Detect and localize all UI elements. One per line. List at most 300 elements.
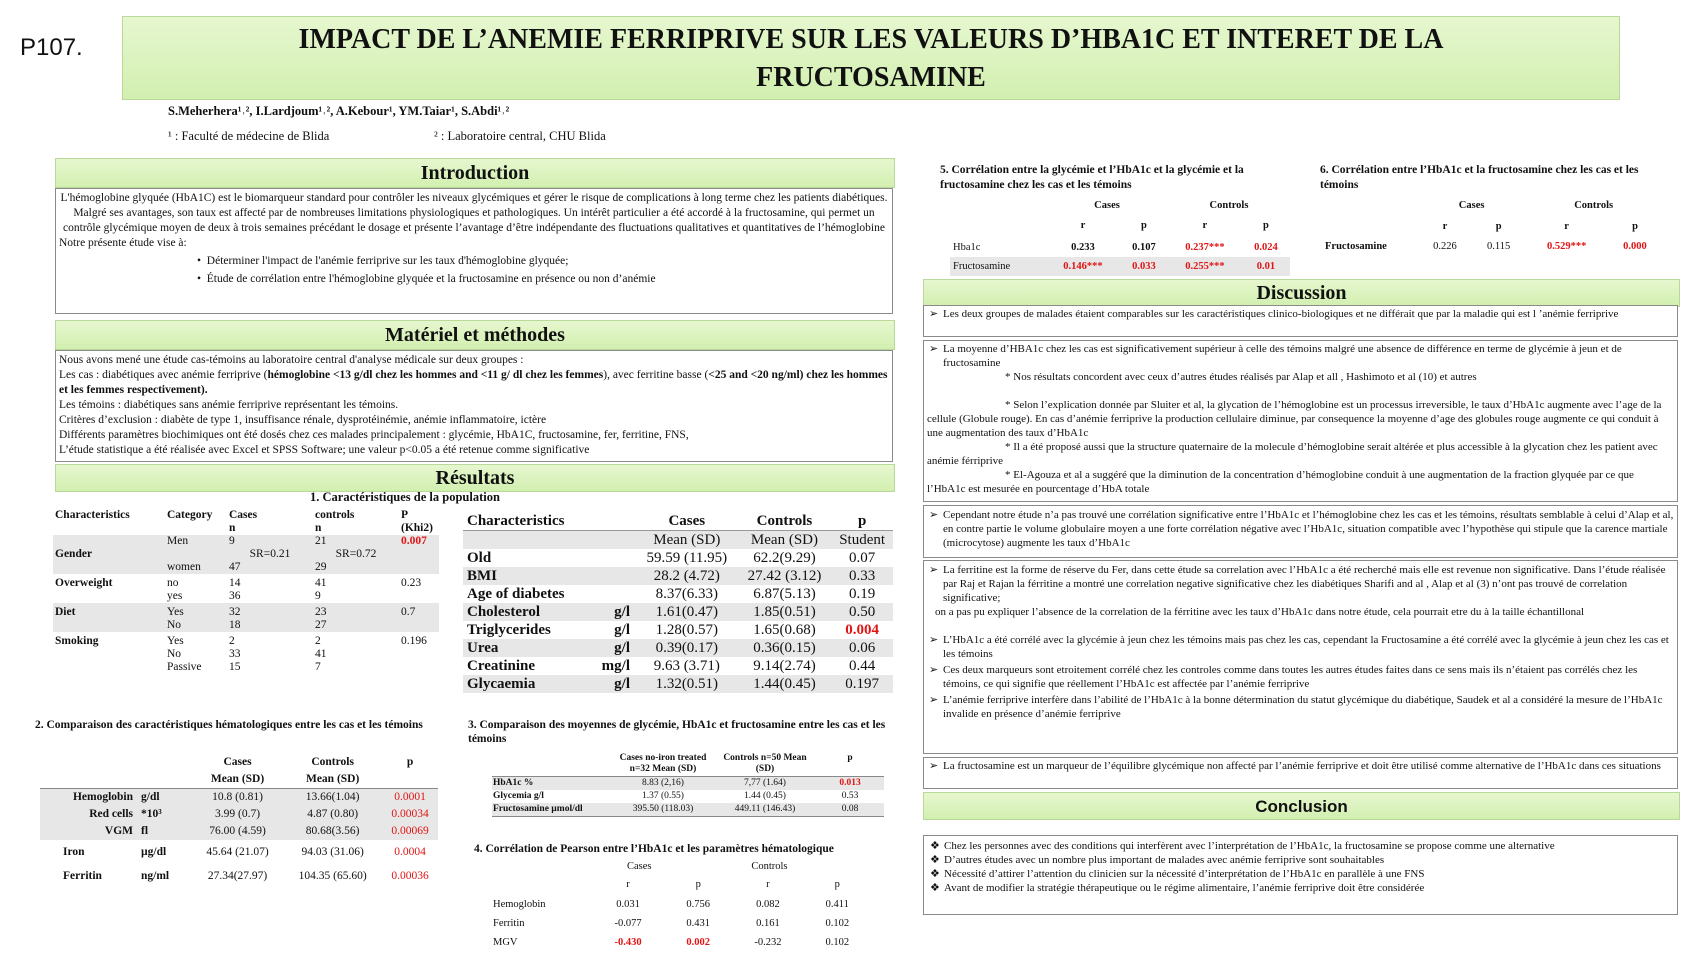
affiliation-2: ² : Laboratoire central, CHU Blida (434, 129, 606, 143)
row-name: HbA1c % (493, 778, 534, 788)
cell-controls: 7,77 (1.64) (744, 778, 786, 788)
discussion-text-4b: on a pas pu expliquer l’absence de la correlation de la férritine avec les taux d’HbA1c dans notre étude, cela pourrait etre du à la taille échantillonal (935, 606, 1585, 618)
row-name: Old (467, 550, 492, 566)
td: Student (839, 532, 886, 548)
sub-1: 1. Caractéristiques de la population (310, 490, 500, 504)
cell: 0.411 (825, 899, 849, 910)
poster-id: P107. (20, 34, 83, 61)
sub-4: 4. Corrélation de Pearson entre l’HbA1c et les paramètres hématologique (474, 843, 834, 855)
row-name: VGM (104, 825, 133, 837)
th: P (Khi2) (401, 509, 433, 534)
td: 0.115 (1487, 241, 1511, 252)
td: Yes (167, 606, 184, 618)
intro-header (55, 158, 895, 188)
td: 0.007 (401, 535, 427, 547)
methods-hb-criteria: hémoglobine <13 g/dl chez les hommes and <11 g/ dl chez les femmes (267, 369, 604, 381)
table-row (492, 803, 884, 817)
row-name: Hemoglobin (72, 791, 133, 803)
th: Cases (627, 861, 652, 872)
row-label (463, 639, 636, 657)
row-name: BMI (467, 568, 497, 584)
td: SR=0.21 (249, 548, 291, 560)
cell-cases: 28.2 (4.72) (653, 568, 720, 584)
th: p (1262, 219, 1269, 231)
table-row (950, 238, 1290, 257)
row-name: Glycemia g/l (493, 791, 544, 801)
cell-cases: 1.37 (0.55) (642, 791, 684, 801)
cell-controls: 0.36(0.15) (753, 640, 816, 656)
sub-3: 3. Comparaison des moyennes de glycémie, HbA1c et fructosamine entre les cas et les témoins (468, 719, 886, 745)
cell-controls: 13.66(1.04) (305, 791, 360, 803)
cell-p: 0.0004 (394, 845, 426, 858)
row-name: Hemoglobin (493, 899, 546, 910)
methods-ferritin-criteria: <25 and <20 ng/ml) chez les hommes et les femmes respectivement). (59, 369, 888, 396)
intro-bullet-2 (59, 272, 889, 287)
cell: 0.031 (616, 899, 640, 910)
th: p (834, 878, 840, 890)
td: women (167, 561, 201, 573)
row-label (40, 789, 192, 807)
td: 14 (229, 577, 241, 589)
cell-cases: 9.63 (3.71) (653, 658, 720, 674)
th: r (1202, 219, 1208, 231)
intro-box (55, 188, 893, 314)
table-row (490, 933, 870, 952)
cell-cases: 27.34(27.97) (207, 869, 268, 882)
row-unit: mg/l (601, 658, 630, 674)
row-name: MGV (493, 937, 518, 948)
th: controls n (315, 509, 355, 534)
cell-p: 0.00034 (391, 808, 429, 820)
conclusion-box (923, 835, 1678, 915)
discussion-text-2e: * El-Agouza et al a suggéré que la diminution de la concentration d’hémoglobine conduit à une augmentation de la fraction glyquée par ce que l’HbA1c est mesurée en pourcentage d’HbA totale (927, 469, 1634, 495)
row-unit: g/l (614, 622, 630, 638)
table-row (492, 777, 884, 791)
cell: 0.082 (756, 899, 780, 910)
table-correlation-fructosamine (1322, 199, 1662, 253)
th: p (695, 878, 701, 890)
table-row (463, 657, 893, 675)
table-correlation-glycemia (950, 199, 1290, 276)
row-name: Age of diabetes (467, 586, 565, 602)
cell-p: 0.44 (849, 658, 876, 674)
th: Controls (311, 756, 354, 768)
th: Controls (751, 861, 788, 872)
table-row (490, 914, 870, 933)
sub-6: 6. Corrélation entre l’HbA1c et la fructosamine chez les cas et les témoins (1320, 164, 1639, 191)
cell-cases: 1.61(0.47) (655, 604, 719, 620)
row-name: Triglycerides (467, 622, 551, 638)
cell-cases: 76.00 (4.59) (209, 825, 266, 837)
row-name: Glycaemia (467, 676, 536, 692)
cell-p: 0.00069 (391, 825, 429, 837)
row-label (40, 864, 192, 888)
row-name: Creatinine (467, 658, 536, 674)
conclusion-item-text: Avant de modifier la stratégie thérapeutique ou le régime alimentaire, l’anémie ferriprive doit être considérée (944, 882, 1425, 894)
cell: 0.237*** (1185, 242, 1225, 253)
td: Mean (SD) (750, 532, 818, 548)
td: Yes (167, 635, 184, 647)
discussion-box-2 (923, 340, 1678, 502)
cell-p: 0.0001 (394, 791, 426, 803)
th: Cases (1094, 200, 1120, 211)
td: Smoking (55, 635, 99, 647)
td: Passive (167, 661, 202, 673)
cell-p: 0.004 (845, 622, 880, 638)
cell-cases: 8.37(6.33) (655, 586, 719, 602)
conclusion-item-text: Chez les personnes avec des conditions qui interfèrent avec l’interprétation de l’HbA1c, la fructosamine se propose comme une alternative (944, 840, 1555, 852)
table-row (40, 789, 438, 807)
affiliation-1: ¹ : Faculté de médecine de Blida (168, 129, 330, 143)
td: 27 (315, 619, 327, 631)
th: Mean (SD) (210, 773, 265, 785)
poster-title: IMPACT DE L’ANEMIE FERRIPRIVE SUR LES VALEURS D’HBA1C ET INTERET DE LA FRUCTOSAMINE (298, 24, 1444, 93)
cell-p: 0.50 (849, 604, 876, 620)
bullet-icon: • (197, 273, 202, 285)
td: 0.196 (401, 635, 427, 647)
th: Cases (223, 756, 252, 768)
th: Mean (SD) (305, 773, 360, 785)
cell-p: 0.00036 (391, 869, 429, 882)
th: Controls (756, 513, 813, 529)
cell-cases: 45.64 (21.07) (206, 845, 269, 858)
conclusion-title: Conclusion (1255, 797, 1348, 816)
row-label (463, 657, 636, 675)
discussion-text-2d: * Il a été proposé aussi que la structure quaternaire de la molecule d’hémoglobine serait altérée et plus accessible à la glycation chez les patient avec anémie férriprive (927, 441, 1658, 467)
table-hematology (40, 754, 438, 888)
row-unit: g/dl (141, 791, 160, 803)
cell: 0.146*** (1063, 261, 1103, 272)
cell: 0.002 (686, 937, 710, 948)
cell-controls: 1.44(0.45) (753, 676, 816, 692)
table-row (492, 790, 884, 803)
row-label (40, 823, 192, 840)
td: 41 (315, 648, 327, 660)
table-glycemic (492, 752, 884, 817)
cell-controls: 1.44 (0.45) (744, 791, 786, 801)
row-name: Iron (63, 845, 85, 858)
cell: 0.107 (1132, 242, 1156, 253)
cell-controls: 4.87 (0.80) (307, 808, 359, 820)
cell-controls: 27.42 (3.12) (747, 568, 822, 584)
methods-line-2 (59, 368, 889, 398)
cell-controls: 449.11 (146.43) (734, 804, 796, 814)
cell-controls: 104.35 (65.60) (298, 869, 367, 882)
th: Cases no-iron treated n=32 Mean (SD) (619, 753, 707, 774)
methods-cases-label: Les cas : diabétiques avec anémie ferriprive ( (59, 369, 268, 381)
cell-cases: 59.59 (11.95) (646, 550, 728, 566)
th: r (1442, 220, 1448, 232)
methods-line-5: Différents paramètres biochimiques ont été dosés chez ces malades principalement : glycémie, HbA1C, fructosamine, fer, ferritine, FNS, (59, 429, 689, 441)
td: 23 (315, 606, 327, 618)
cell-controls: 9.14(2.74) (753, 658, 816, 674)
methods-line-4: Critères d’exclusion : diabète de type 1, insuffisance rénale, dysprotéinémie, anémie inflammatoire, ictère (59, 414, 547, 426)
row-label (463, 585, 636, 603)
table-row (463, 549, 893, 567)
td: 9 (229, 535, 235, 547)
th: p (1140, 219, 1147, 231)
td: 0.529*** (1546, 241, 1587, 252)
td: yes (167, 590, 183, 602)
table-row (40, 864, 438, 888)
sub-5: 5. Corrélation entre la glycémie et l’HbA1c et la glycémie et la fructosamine chez les cas et les témoins (940, 164, 1244, 191)
th: Cases (668, 513, 706, 529)
table-row (463, 603, 893, 621)
row-name: Fructosamine µmol/dl (493, 804, 583, 814)
th: p (1495, 220, 1502, 232)
table-row (463, 675, 893, 693)
th: p (857, 513, 867, 529)
cell: 0.233 (1071, 242, 1095, 253)
td: 0.000 (1623, 241, 1647, 252)
cell-cases: 0.39(0.17) (655, 640, 719, 656)
bullet-icon: • (197, 255, 202, 267)
cell-p: 0.06 (849, 640, 876, 656)
cell: 0.756 (686, 899, 710, 910)
cell: 0.01 (1256, 261, 1276, 272)
cell: 0.255*** (1185, 261, 1225, 272)
cell-controls: 6.87(5.13) (753, 586, 816, 602)
discussion-box-3 (923, 505, 1678, 558)
row-unit: fl (141, 825, 149, 837)
results-header (55, 464, 895, 492)
td: SR=0.72 (335, 548, 377, 560)
row-label (463, 675, 636, 693)
td: 0.226 (1433, 241, 1457, 252)
row-name: Urea (467, 640, 499, 656)
td: 15 (229, 661, 241, 673)
td: 0.23 (401, 577, 422, 589)
cell-cases: 3.99 (0.7) (215, 808, 261, 820)
row-unit: g/l (614, 604, 630, 620)
cell-cases: 395.50 (118.03) (632, 804, 694, 814)
intro-paragraph: L'hémoglobine glyquée (HbA1C) est le biomarqueur standard pour contrôler les niveaux glycémiques et gérer le risque de complications à long terme chez les patients diabétiques. Malgré ses avantages, son taux est affecté par de nombreuses limitations physiologiques et pathologiques. Un intérêt particulier a été accordé à la fructosamine, qui permet un contrôle glycémique moyen de deux à trois semaines précédant le dosage et présente l’avantage d’être indépendante des fluctuations qualitatives et quantitatives de l’hémoglobine (60, 192, 888, 234)
td: 2 (229, 635, 235, 647)
cell-p: 0.08 (841, 804, 859, 814)
cell: 0.102 (825, 918, 850, 929)
th: p (847, 753, 853, 763)
td: 21 (315, 535, 327, 547)
td: No (167, 648, 182, 660)
discussion-text-2a: La moyenne d’HBA1c chez les cas est significativement supérieur à celle des témoins malgré une absence de différence en terme de glycémie à jeun et de fructosamine (943, 343, 1622, 369)
td: No (167, 619, 182, 631)
th: Category (167, 509, 213, 521)
th: r (1564, 220, 1569, 232)
intro-title: Introduction (420, 162, 530, 184)
arrow-bullet-icon: ➢ (929, 760, 939, 772)
arrow-bullet-icon: ➢ (929, 664, 939, 676)
th: Cases n (229, 509, 258, 534)
th: Controls (1574, 200, 1614, 211)
row-unit: g/l (614, 640, 630, 656)
td: 29 (315, 561, 327, 573)
cell-controls: 94.03 (31.06) (301, 845, 364, 858)
cell-cases: 1.28(0.57) (655, 622, 719, 638)
authors: S.Meherhera¹˒², I.Lardjoum¹˒², A.Kebour¹, YM.Taiar¹, S.Abdi¹˒² (168, 104, 510, 118)
th: r (626, 878, 630, 890)
th: Controls n=50 Mean (SD) (723, 753, 807, 774)
table-population-continuous (463, 512, 893, 693)
discussion-text-2c: * Selon l’explication donnée par Sluiter et al, la glycation de l’hémoglobine est un processus irreversible, le taux d’HbA1c augmente avec l’age de la cellule (Globule rouge). En cas d’anémie ferriprive la production cellulaire diminue, par consequence la moyenne d’age des globules rouge augmente ce qui conduit à une augmentation des taux d’HbA1c (927, 399, 1662, 439)
arrow-bullet-icon: ➢ (929, 564, 939, 576)
th: r (766, 878, 770, 890)
cell: 0.102 (825, 937, 850, 948)
row-name: Red cells (89, 808, 133, 820)
methods-line-6: L’étude statistique a été réalisée avec Excel et SPSS Software; une valeur p<0.05 a été retenue comme significative (59, 444, 590, 456)
arrow-bullet-icon: ➢ (929, 694, 939, 706)
row-label (463, 603, 636, 621)
methods-box (55, 350, 893, 462)
intro-aim: Notre présente étude vise à: (59, 237, 187, 249)
results-title: Résultats (435, 467, 515, 489)
cell-controls: 1.65(0.68) (753, 622, 816, 638)
cell-controls: 62.2(9.29) (753, 550, 816, 566)
conclusion-item (928, 867, 1673, 881)
conclusion-item (928, 839, 1673, 853)
cell-p: 0.19 (849, 586, 876, 602)
td: Gender (55, 548, 93, 560)
row-unit: µg/dl (141, 845, 167, 858)
td: Diet (55, 606, 76, 618)
cell-p: 0.33 (849, 568, 876, 584)
cell: 0.033 (1132, 261, 1156, 272)
conclusion-item-text: Nécessité d’attirer l’attention du clinicien sur la nécessité d’interprétation de l’HbA1c en parallèle à une FNS (944, 868, 1425, 880)
cell: 0.431 (686, 918, 710, 929)
cell-cases: 8.83 (2,16) (642, 778, 684, 788)
row-label (463, 621, 636, 639)
row-name: Ferritin (493, 918, 525, 929)
th: Cases (1458, 200, 1485, 211)
th: Characteristics (467, 513, 565, 529)
cell-p: 0.53 (841, 791, 859, 801)
cell-controls: 1.85(0.51) (753, 604, 816, 620)
td: Mean (SD) (653, 532, 721, 548)
cell-controls: 80.68(3.56) (305, 825, 360, 837)
sub-2: 2. Comparaison des caractéristiques hématologiques entre les cas et les témoins (35, 719, 423, 731)
intro-bullet-1-text: Déterminer l'impact de l'anémie ferriprive sur les taux d'hémoglobine glyquée; (206, 255, 569, 267)
th: Characteristics (55, 509, 130, 521)
td: 0.7 (401, 606, 416, 618)
td: 36 (229, 590, 241, 602)
discussion-box-5 (923, 757, 1678, 789)
discussion-box-1 (923, 305, 1678, 337)
td: 33 (229, 648, 241, 660)
td: 32 (229, 606, 241, 618)
diamond-bullet-icon: ❖ (930, 854, 940, 866)
row-label (40, 806, 192, 823)
td: 41 (315, 577, 327, 589)
cell-cases: 1.32(0.51) (655, 676, 719, 692)
table-row (950, 257, 1290, 276)
discussion-text-1: Les deux groupes de malades étaient comparables sur les caractéristiques clinico-biologiques et ne différait que par la maladie qui est l ’anémie ferriprive (943, 308, 1619, 320)
methods-ferritin-label: ), avec ferritine basse ( (603, 369, 709, 381)
cell-p: 0.07 (849, 550, 876, 566)
row-name: Hba1c (953, 242, 981, 253)
row-label (463, 549, 636, 567)
arrow-bullet-icon: ➢ (929, 509, 939, 521)
th: Controls (1209, 200, 1249, 211)
methods-line-1: Nous avons mené une étude cas-témoins au laboratoire central d'analyse médicale sur deux groupes : (59, 354, 524, 366)
row-label (40, 840, 192, 864)
td: no (167, 577, 179, 589)
table-row (40, 823, 438, 840)
conclusion-header (923, 792, 1680, 820)
table-pearson (490, 860, 870, 952)
cell-p: 0.197 (845, 676, 880, 692)
discussion-text-6: Ces deux marqueurs sont etroitement corrélé chez les controles comme dans toutes les autres études faites dans ce sens mais ils n’étaient pas corrélés chez les témoins, ce qui signifie que réellement l’HbA1c est affectée par l’anémie ferriprive (943, 664, 1638, 690)
cell-cases: 10.8 (0.81) (212, 791, 263, 803)
cell: 0.161 (756, 918, 780, 929)
discussion-box-4 (923, 560, 1678, 754)
table-row (463, 621, 893, 639)
th: p (1632, 220, 1638, 232)
intro-bullet-2-text: Étude de corrélation entre l'hémoglobine glyquée et la fructosamine en présence ou non d’anémie (206, 273, 656, 285)
cell: 0.024 (1254, 242, 1278, 253)
title-banner (122, 16, 1620, 100)
table-row (490, 895, 870, 914)
conclusion-item-text: D’autres études avec un nombre plus important de malades avec anémie ferriprive sont souhaitables (944, 854, 1385, 866)
discussion-text-8: La fructosamine est un marqueur de l’équilibre glycémique non affecté par l’anémie ferriprive et doit être utilisé comme alternative de l’HbA1c dans ces situations (943, 760, 1661, 772)
intro-bullet-1 (59, 254, 889, 269)
row-name: Ferritin (63, 869, 102, 882)
row-unit: g/l (614, 676, 630, 692)
td: Men (167, 535, 189, 547)
methods-title: Matériel et méthodes (385, 324, 565, 346)
discussion-text-7: L’anémie ferriprive interfère dans l’abilité de l’HbA1c à la bonne détermination du statut glycémique du diabétique, Saudek et al a considéré la mesure de l’HbA1c invalide en présence d’anémie ferriprive (943, 694, 1663, 720)
cell: -0.077 (614, 918, 642, 929)
table-row (40, 806, 438, 823)
td: 2 (315, 635, 321, 647)
cell: -0.232 (754, 937, 782, 948)
arrow-bullet-icon: ➢ (929, 308, 939, 320)
td: 47 (229, 561, 241, 573)
row-unit: *10³ (141, 808, 162, 820)
discussion-text-2b: * Nos résultats concordent avec ceux d’autres études réalisés par Alap et all , Hashimoto et al (10) et autres (1005, 371, 1477, 383)
diamond-bullet-icon: ❖ (930, 868, 940, 880)
td: Fructosamine (1325, 241, 1387, 252)
th: p (406, 756, 414, 768)
methods-line-3: Les témoins : diabétiques sans anémie ferriprive représentant les témoins. (59, 399, 399, 411)
row-name: Cholesterol (467, 604, 541, 620)
discussion-title: Discussion (1256, 282, 1347, 304)
td: 9 (315, 590, 321, 602)
conclusion-item (928, 881, 1673, 895)
discussion-text-4a: La ferritine est la forme de réserve du Fer, dans cette étude sa correlation avec l’HbA1c a été recherché mais elle est revenue non significative. Dans l’étude réalisée par Raj et Rajan la férritine a montré une correlation negative significative chez les diabétiques Sharifi and al , Alap et al (3) n’ont pas trouvé de correlation significative; (943, 564, 1666, 604)
th: r (1080, 219, 1086, 231)
td: Overweight (55, 577, 113, 589)
table-row (463, 585, 893, 603)
table-row (40, 840, 438, 864)
td: 7 (315, 661, 321, 673)
diamond-bullet-icon: ❖ (930, 840, 940, 852)
discussion-text-5: L’HbA1c a été corrélé avec la glycémie à jeun chez les témoins mais pas chez les cas, cependant la Fructosamine a été corrélé avec la glycémie à jeun chez les cas et les témoins (943, 634, 1669, 660)
cell-p: 0.013 (839, 778, 861, 788)
conclusion-item (928, 853, 1673, 867)
row-unit: ng/ml (141, 869, 170, 882)
td: 18 (229, 619, 241, 631)
discussion-text-3: Cependant notre étude n’a pas trouvé une corrélation significative entre l’HbA1c et l’hémoglobine chez les cas et les témoins, résultats semblable à celui d’Alap et al, en contre partie le volume globulaire moyen a une forte corrélation négative avec l’HbA1c, situation compatible avec l’hypothèse qui stipule que la carence martiale (microcytose) augmente les taux d’HbA1c (943, 509, 1674, 549)
arrow-bullet-icon: ➢ (929, 343, 939, 355)
arrow-bullet-icon: ➢ (929, 634, 939, 646)
diamond-bullet-icon: ❖ (930, 882, 940, 894)
methods-header (55, 320, 895, 350)
discussion-header (923, 279, 1680, 307)
row-label (463, 567, 636, 585)
row-name: Fructosamine (953, 261, 1011, 272)
table-row (463, 639, 893, 657)
cell: -0.430 (614, 937, 642, 948)
table-row (463, 567, 893, 585)
